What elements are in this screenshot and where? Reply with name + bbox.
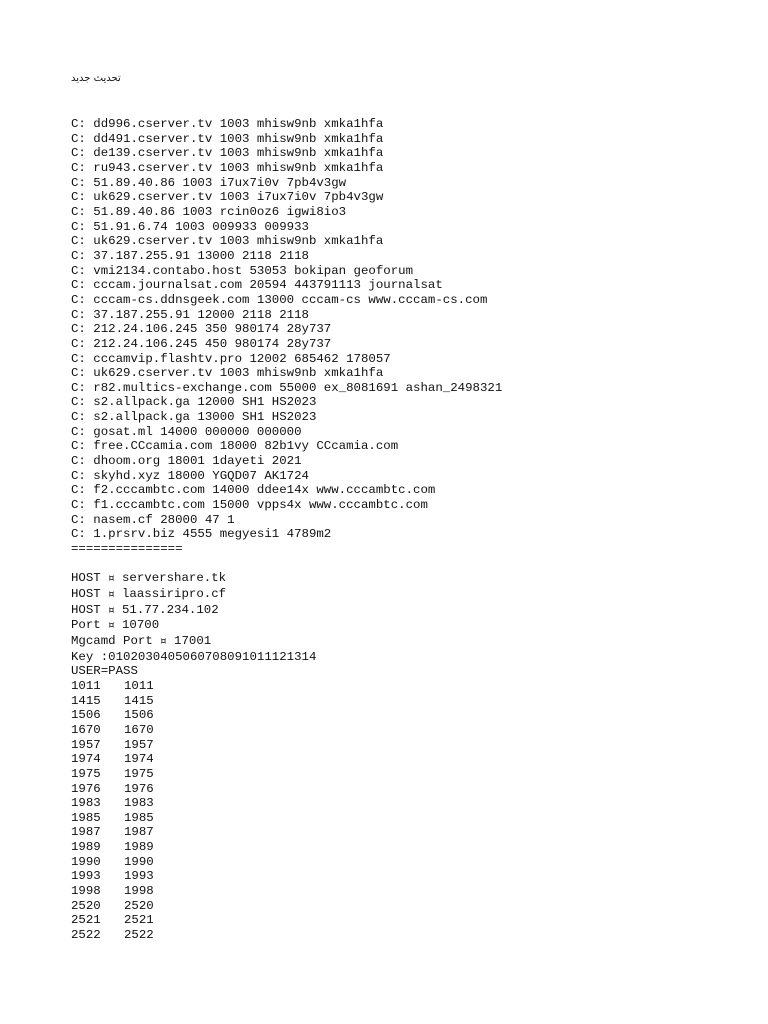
mgcamd-port-value: 17001 [174, 633, 212, 648]
cccam-line: C: dd996.cserver.tv 1003 mhisw9nb xmka1hfa [71, 117, 384, 131]
separator-symbol: ¤ [108, 604, 115, 616]
user-value: 1415 [71, 693, 101, 708]
cccam-line: C: uk629.cserver.tv 1003 i7ux7i0v 7pb4v3gw [71, 190, 384, 205]
separator-symbol: ¤ [160, 635, 167, 647]
user-value: 2520 [71, 898, 101, 913]
host-line [71, 571, 751, 587]
user-pass-row [71, 899, 751, 914]
user-value: 2521 [71, 913, 101, 928]
user-value: 1011 [71, 678, 101, 693]
block-gap [71, 557, 751, 572]
cccam-line: C: 51.89.40.86 1003 i7ux7i0v 7pb4v3gw [71, 175, 347, 190]
cccam-line: C: nasem.cf 28000 47 1 [71, 512, 235, 527]
user-pass-row [71, 694, 751, 709]
separator-symbol: ¤ [108, 573, 115, 585]
separator-line: =============== [71, 542, 183, 557]
user-pass-row [71, 782, 751, 797]
cccam-line: C: dd491.cserver.tv 1003 mhisw9nb xmka1hfa [71, 131, 384, 146]
user-pass-row [71, 679, 751, 694]
host-line [71, 587, 751, 603]
cccam-line: C: de139.cserver.tv 1003 mhisw9nb xmka1hfa [71, 146, 384, 161]
cccam-line: C: 37.187.255.91 13000 2118 2118 [71, 248, 309, 263]
page-title: تحديث جديد [71, 73, 121, 84]
user-value: 1993 [71, 869, 101, 884]
pass-value: 1670 [124, 722, 154, 737]
host-value: 51.77.234.102 [122, 602, 219, 617]
cccam-line: C: gosat.ml 14000 000000 000000 [71, 424, 302, 439]
cccam-line: C: 212.24.106.245 450 980174 28y737 [71, 336, 332, 351]
user-pass-row [71, 884, 751, 899]
cccam-line: C: 37.187.255.91 12000 2118 2118 [71, 307, 309, 322]
user-value: 1975 [71, 766, 101, 781]
user-value: 1985 [71, 810, 101, 825]
user-value: 1974 [71, 752, 101, 767]
user-value: 1990 [71, 854, 101, 869]
host-label: HOST [71, 602, 101, 617]
pass-value: 1987 [124, 825, 154, 840]
cccam-line: C: 212.24.106.245 350 980174 28y737 [71, 322, 332, 337]
separator-symbol: ¤ [108, 588, 115, 600]
user-pass-row [71, 708, 751, 723]
pass-value: 1011 [124, 678, 154, 693]
user-value: 1989 [71, 840, 101, 855]
cccam-line: C: 51.91.6.74 1003 009933 009933 [71, 219, 309, 234]
user-pass-list [71, 679, 751, 943]
cccam-line: C: ru943.cserver.tv 1003 mhisw9nb xmka1hfa [71, 160, 384, 175]
cccam-line: C: cccamvip.flashtv.pro 12002 685462 178057 [71, 351, 391, 366]
pass-value: 1415 [124, 693, 154, 708]
cccam-line: C: free.CCcamia.com 18000 82b1vy CCcamia.com [71, 439, 399, 454]
host-label: HOST [71, 586, 101, 601]
host-label: HOST [71, 571, 101, 586]
user-pass-row [71, 840, 751, 855]
cccam-line: C: vmi2134.contabo.host 53053 bokipan geoforum [71, 263, 414, 278]
cccam-line: C: cccam.journalsat.com 20594 443791113 journalsat [71, 278, 443, 293]
user-pass-label: USER=PASS [71, 664, 138, 679]
pass-value: 1993 [124, 869, 154, 884]
user-value: 1506 [71, 708, 101, 723]
user-pass-row [71, 738, 751, 753]
cccam-line: C: s2.allpack.ga 13000 SH1 HS2023 [71, 410, 317, 425]
cccam-line: C: s2.allpack.ga 12000 SH1 HS2023 [71, 395, 317, 410]
user-value: 1998 [71, 884, 101, 899]
port-line [71, 618, 751, 634]
user-value: 1983 [71, 796, 101, 811]
pass-value: 1998 [124, 884, 154, 899]
cccam-line: C: skyhd.xyz 18000 YGQD07 AK1724 [71, 468, 309, 483]
user-value: 1987 [71, 825, 101, 840]
user-pass-row [71, 928, 751, 943]
user-pass-row [71, 723, 751, 738]
key-line: Key :0102030405060708091011121314 [71, 649, 317, 664]
user-value: 1957 [71, 737, 101, 752]
cccam-line-list [71, 117, 751, 542]
cccam-line: C: r82.multics-exchange.com 55000 ex_8081691 ashan_2498321 [71, 380, 503, 395]
document-page [71, 68, 751, 943]
pass-value: 1976 [124, 781, 154, 796]
user-pass-row [71, 825, 751, 840]
pass-value: 1506 [124, 708, 154, 723]
user-pass-row [71, 796, 751, 811]
pass-value: 2520 [124, 898, 154, 913]
port-label: Port [71, 618, 101, 633]
user-pass-row [71, 767, 751, 782]
pass-value: 1983 [124, 796, 154, 811]
user-value: 1976 [71, 781, 101, 796]
pass-value: 1974 [124, 752, 154, 767]
pass-value: 2521 [124, 913, 154, 928]
pass-value: 1989 [124, 840, 154, 855]
user-value: 1670 [71, 722, 101, 737]
pass-value: 1990 [124, 854, 154, 869]
host-value: laassiripro.cf [122, 586, 227, 601]
cccam-line: C: uk629.cserver.tv 1003 mhisw9nb xmka1hfa [71, 234, 384, 249]
spacer [71, 89, 751, 117]
port-value: 10700 [122, 618, 160, 633]
cccam-line: C: dhoom.org 18001 1dayeti 2021 [71, 454, 302, 469]
user-pass-row [71, 855, 751, 870]
host-value: servershare.tk [122, 571, 227, 586]
separator-symbol: ¤ [108, 620, 115, 632]
cccam-line: C: uk629.cserver.tv 1003 mhisw9nb xmka1hfa [71, 366, 384, 381]
user-pass-row [71, 811, 751, 826]
cccam-line: C: f1.cccambtc.com 15000 vpps4x www.cccambtc.com [71, 498, 428, 513]
pass-value: 1975 [124, 766, 154, 781]
mgcamd-port-label: Mgcamd Port [71, 633, 153, 648]
pass-value: 2522 [124, 928, 154, 943]
user-pass-row [71, 913, 751, 928]
host-line [71, 603, 751, 619]
pass-value: 1957 [124, 737, 154, 752]
mgcamd-port-line [71, 634, 751, 650]
user-value: 2522 [71, 928, 101, 943]
cccam-line: C: f2.cccambtc.com 14000 ddee14x www.cccambtc.com [71, 483, 436, 498]
cccam-line: C: 1.prsrv.biz 4555 megyesi1 4789m2 [71, 527, 332, 542]
user-pass-row [71, 752, 751, 767]
mgcamd-host-list [71, 571, 751, 618]
pass-value: 1985 [124, 810, 154, 825]
user-pass-row [71, 869, 751, 884]
cccam-line: C: 51.89.40.86 1003 rcin0oz6 igwi8io3 [71, 204, 347, 219]
cccam-line: C: cccam-cs.ddnsgeek.com 13000 cccam-cs www.cccam-cs.com [71, 292, 488, 307]
